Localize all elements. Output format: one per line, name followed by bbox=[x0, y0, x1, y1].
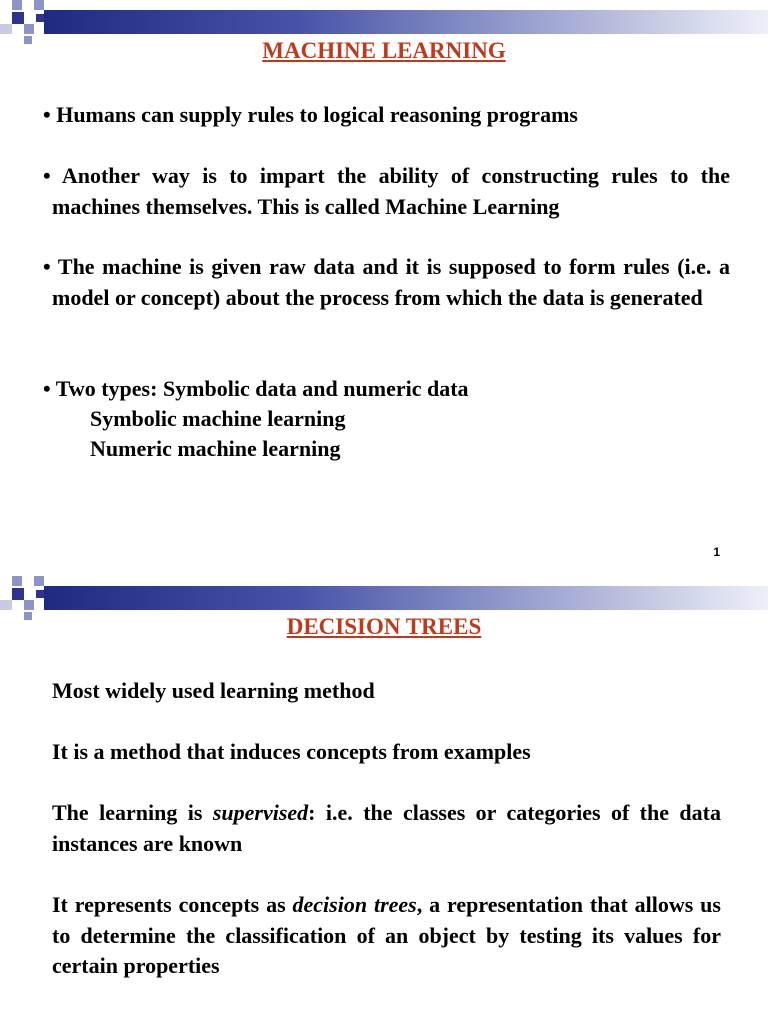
header-square-decoration bbox=[36, 590, 44, 598]
page-number: 1 bbox=[713, 545, 720, 559]
header-gradient-bar bbox=[44, 10, 768, 34]
bullet-4: • Two types: Symbolic data and numeric data bbox=[43, 376, 469, 401]
slide-title: DECISION TREES bbox=[286, 614, 482, 639]
bullet-1: • Humans can supply rules to logical reasoning programs bbox=[43, 102, 578, 127]
paragraph-3-emphasis: supervised bbox=[212, 800, 309, 825]
header-square-decoration bbox=[12, 12, 24, 24]
header-square-decoration bbox=[0, 600, 12, 610]
paragraph-4-start: It represents concepts as bbox=[52, 892, 293, 917]
header-square-decoration bbox=[12, 588, 24, 600]
sub-item-2: Numeric machine learning bbox=[90, 436, 341, 461]
bullet-2: • Another way is to impart the ability of constructing rules to the machines themselves. This is called Machine Learning bbox=[43, 163, 730, 219]
slide-2 bbox=[0, 576, 768, 1024]
header-square-decoration bbox=[0, 24, 12, 34]
sub-item-1: Symbolic machine learning bbox=[90, 406, 346, 431]
header-square-decoration bbox=[24, 24, 34, 34]
paragraph-4 bbox=[52, 890, 721, 982]
slide-title: MACHINE LEARNING bbox=[262, 38, 506, 63]
header-square-decoration bbox=[12, 0, 22, 10]
paragraph-3-end: : i.e. the classes or categories of the data instances are known bbox=[52, 800, 721, 856]
paragraph-2: It is a method that induces concepts from examples bbox=[52, 739, 531, 764]
header-square-decoration bbox=[36, 14, 44, 22]
paragraph-3 bbox=[52, 798, 721, 859]
header-square-decoration bbox=[34, 576, 44, 586]
paragraph-3-start: The learning is bbox=[52, 800, 213, 825]
header-square-decoration bbox=[12, 576, 22, 586]
paragraph-4-end: , a representation that allows us to determine the classification of an object by testing its values for certain properties bbox=[52, 892, 721, 978]
header-gradient-bar bbox=[44, 586, 768, 610]
paragraph-4-emphasis: decision trees bbox=[292, 892, 417, 917]
bullet-3: • The machine is given raw data and it is supposed to form rules (i.e. a model or concept) about the process from which the data is generated bbox=[43, 254, 730, 310]
header-square-decoration bbox=[24, 600, 34, 610]
paragraph-1: Most widely used learning method bbox=[52, 678, 375, 703]
header-square-decoration bbox=[34, 0, 44, 10]
